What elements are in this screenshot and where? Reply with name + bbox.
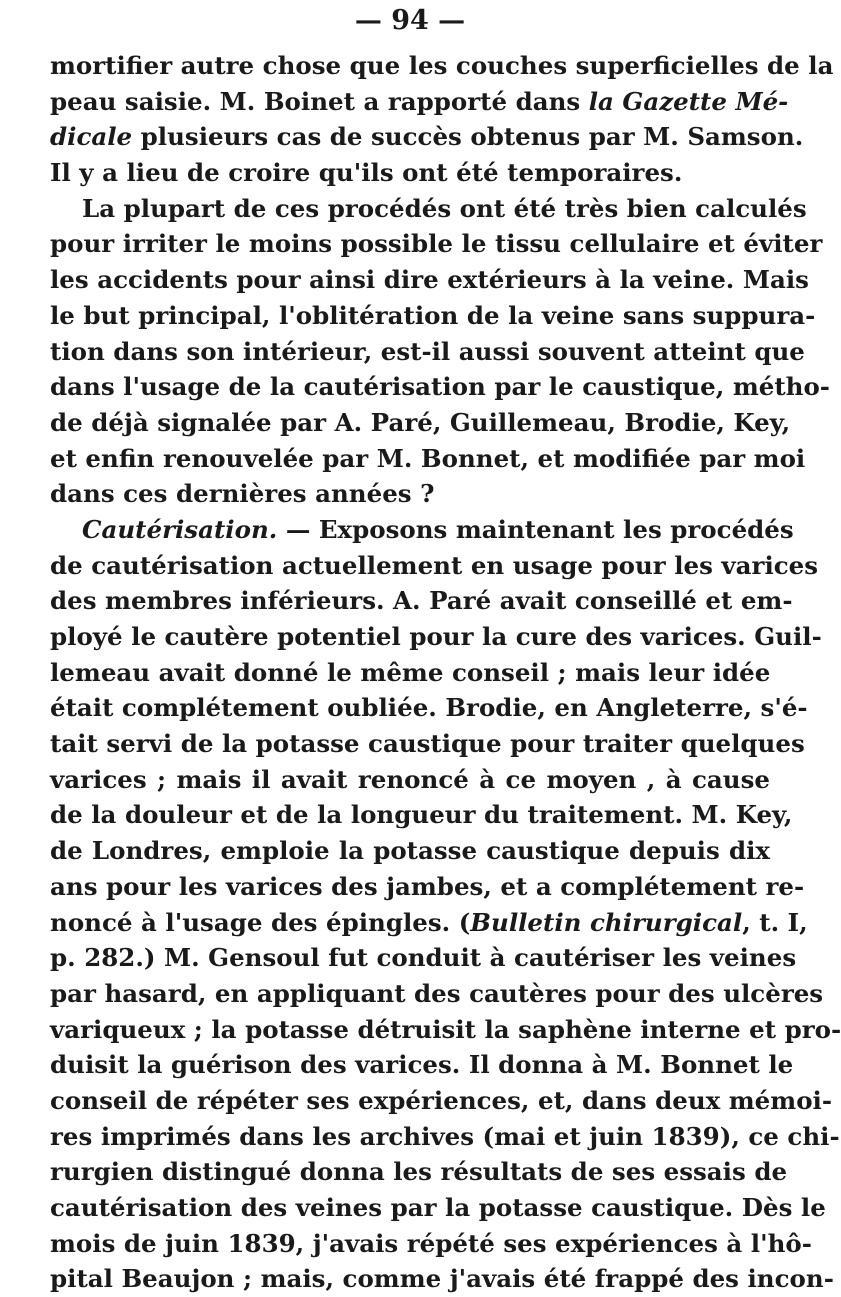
text-line: et enfin renouvelée par M. Bonnet, et modifiée par moi [50, 443, 806, 473]
text-line: par hasard, en appliquant des cautères pour des ulcères [50, 978, 824, 1008]
text-line [50, 905, 808, 941]
text-line: ans pour les varices des jambes, et a complétement re- [50, 871, 805, 901]
text-line: lemeau avait donné le même conseil ; mais leur idée [50, 657, 771, 687]
text-line: dans l'usage de la cautérisation par le caustique, métho- [50, 372, 830, 402]
text-line: varices ; mais il avait renoncé à ce moyen , à cause [50, 764, 770, 794]
text-line: pour irriter le moins possible le tissu cellulaire et éviter [50, 229, 823, 259]
text-line: cautérisation des veines par la potasse caustique. Dès le [50, 1193, 826, 1222]
text-line: était complétement oubliée. Brodie, en Angleterre, s'é- [50, 693, 808, 723]
text-line: mortifier autre chose que les couches superficielles de la [50, 51, 834, 80]
text-line: rurgien distingué donna les résultats de ses essais de [50, 1157, 788, 1187]
text-run: — Exposons maintenant les procédés [277, 514, 794, 544]
text-line: dans ces dernières années ? [50, 479, 435, 509]
text-line: tion dans son intérieur, est-il aussi souvent atteint que [50, 336, 805, 366]
text-line: La plupart de ces procédés ont été très bien calculés [82, 193, 807, 223]
text-line: de déjà signalée par A. Paré, Guillemeau, Brodie, Key, [50, 407, 791, 437]
text-run: peau saisie. M. Boinet a rapporté dans [50, 86, 589, 116]
italic-run: la Gazette Mé- [588, 86, 789, 116]
text-line: pital Beaujon ; mais, comme j'avais été frappé des incon- [50, 1264, 834, 1294]
page-number: — 94 — [354, 5, 466, 36]
italic-run: dicale [50, 122, 133, 152]
body-text [50, 48, 841, 1297]
text-line [50, 512, 794, 548]
text-line: de la douleur et de la longueur du traitement. M. Key, [50, 800, 793, 830]
text-run: noncé à l'usage des épingles. ( [50, 907, 471, 937]
text-line [50, 119, 804, 155]
text-run: , t. I, [742, 907, 808, 937]
text-line: de cautérisation actuellement en usage pour les varices [50, 550, 819, 580]
italic-run: Bulletin chirurgical [470, 907, 743, 937]
text-line: des membres inférieurs. A. Paré avait conseillé et em- [50, 586, 793, 616]
text-line [50, 84, 789, 120]
text-line: p. 282.) M. Gensoul fut conduit à cautériser les veines [50, 943, 797, 973]
text-line: res imprimés dans les archives (mai et juin 1839), ce chi- [50, 1121, 840, 1151]
italic-run: Cautérisation. [82, 514, 278, 544]
text-line: tait servi de la potasse caustique pour traiter quelques [50, 729, 805, 759]
book-page [50, 0, 841, 1294]
text-run: plusieurs cas de succès obtenus par M. Samson. [132, 122, 804, 152]
text-line: ployé le cautère potentiel pour la cure des varices. Guil- [50, 622, 822, 651]
text-line: mois de juin 1839, j'avais répété ses expériences à l'hô- [50, 1228, 812, 1258]
text-line: de Londres, emploie la potasse caustique depuis dix [50, 836, 770, 866]
text-line: les accidents pour ainsi dire extérieurs à la veine. Mais [50, 265, 809, 295]
text-line: variqueux ; la potasse détruisit la saphène interne et pro- [50, 1014, 841, 1044]
text-line: duisit la guérison des varices. Il donna à M. Bonnet le [50, 1050, 794, 1080]
text-line: le but principal, l'oblitération de la veine sans suppura- [50, 300, 816, 330]
text-line: Il y a lieu de croire qu'ils ont été temporaires. [50, 158, 683, 188]
text-line: conseil de répéter ses expériences, et, dans deux mémoi- [50, 1085, 833, 1115]
